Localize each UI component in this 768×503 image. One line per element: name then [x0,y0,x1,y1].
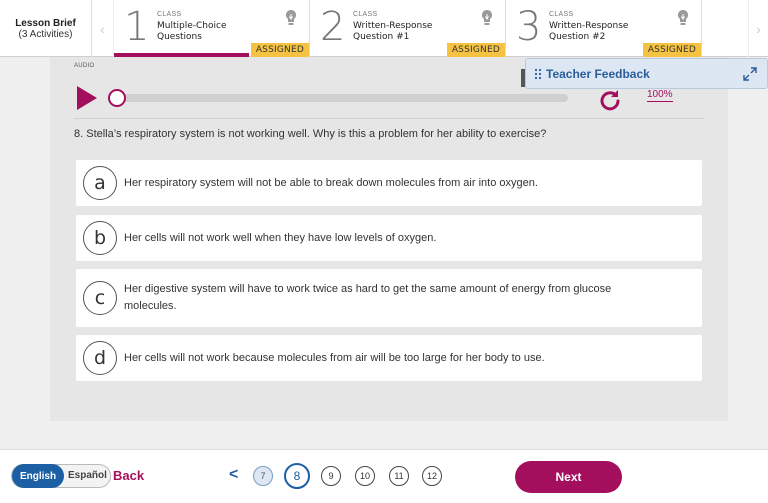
option-letter: b [83,221,117,255]
drag-handle-icon[interactable] [534,68,542,80]
activity-tab-2[interactable] [310,0,506,57]
lightbulb-icon [677,9,689,27]
activities-prev-button[interactable]: ‹ [92,0,114,57]
activity-number: 3 [516,4,542,50]
option-letter: d [83,341,117,375]
play-icon[interactable] [77,86,97,110]
page-12[interactable]: 12 [422,466,442,486]
lesson-brief-title: Lesson Brief [15,17,76,29]
footer-bar [0,449,768,503]
answer-option-a[interactable] [76,160,702,206]
activity-tab-3[interactable] [506,0,702,57]
option-text: Her respiratory system will not be able to break down molecules from air into oxygen. [124,176,538,189]
option-text: Her cells will not work because molecules from air will be too large for her body to use. [124,351,545,364]
lightbulb-icon [481,9,493,27]
expand-icon[interactable] [743,67,757,81]
next-button[interactable]: Next [515,461,622,493]
status-badge: ASSIGNED [643,43,701,57]
activities-next-button[interactable]: › [748,0,768,57]
teacher-feedback-panel[interactable] [525,58,768,89]
activity-tab-1[interactable] [114,0,310,57]
audio-progress-handle[interactable] [108,89,126,107]
replay-icon[interactable] [598,87,622,111]
option-letter: a [83,166,117,200]
option-text: Her cells will not work well when they have low levels of oxygen. [124,231,437,244]
activity-name: Multiple-Choice Questions [157,21,227,42]
answer-option-b[interactable] [76,215,702,261]
activity-class-label: CLASS [157,11,182,18]
activity-bar [0,0,768,57]
playback-speed[interactable]: 100% [647,89,673,100]
option-text: Her digestive system will have to work twice as hard to get the same amount of energy from glucose molecules. [124,283,612,312]
page-prev-button[interactable]: < [229,466,239,483]
question-text: 8. Stella’s respiratory system is not working well. Why is this a problem for her ability to exercise? [74,128,547,140]
page-9[interactable]: 9 [321,466,341,486]
lesson-brief[interactable] [0,0,92,57]
activity-class-label: CLASS [549,11,574,18]
answer-option-c[interactable] [76,269,702,327]
activity-class-label: CLASS [353,11,378,18]
language-english[interactable]: English [12,464,64,488]
activity-number: 1 [124,4,150,50]
option-letter: c [83,281,117,315]
status-badge: ASSIGNED [447,43,505,57]
status-badge: ASSIGNED [251,43,309,57]
audio-progress-track[interactable] [116,94,568,102]
page-10[interactable]: 10 [355,466,375,486]
divider [74,118,704,119]
language-spanish[interactable]: Español [68,470,107,481]
activity-name: Written-Response Question #1 [353,21,433,42]
page-8[interactable]: 8 [284,463,310,489]
lightbulb-icon [285,9,297,27]
page-11[interactable]: 11 [389,466,409,486]
activity-number: 2 [320,4,346,50]
activity-name: Written-Response Question #2 [549,21,629,42]
back-button[interactable]: Back [113,468,145,483]
answer-option-d[interactable] [76,335,702,381]
page-7[interactable]: 7 [253,466,273,486]
lesson-brief-count: (3 Activities) [18,28,73,40]
language-toggle[interactable] [11,464,111,488]
teacher-feedback-title: Teacher Feedback [546,67,650,81]
audio-label: AUDIO [74,63,95,69]
question-card [50,57,728,421]
